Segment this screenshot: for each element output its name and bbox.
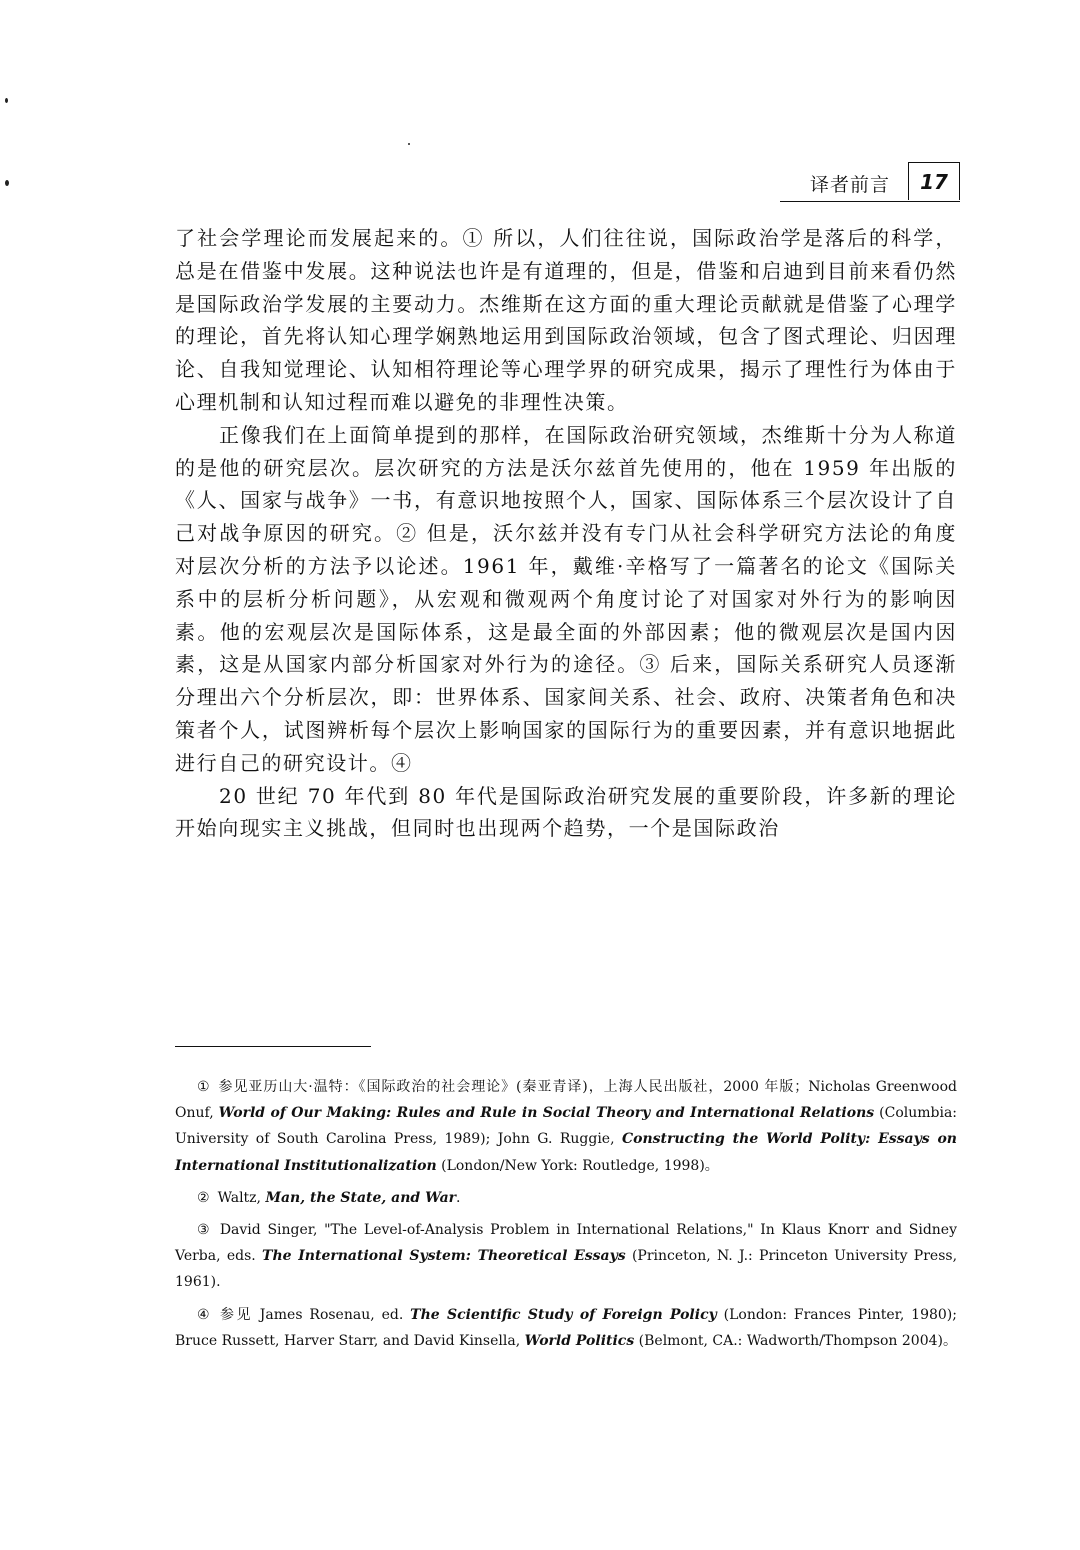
footnote-text: 参见 James Rosenau, ed. [220, 1306, 411, 1323]
footnote-text: . [456, 1189, 461, 1206]
paragraph: 正像我们在上面简单提到的那样，在国际政治研究领域，杰维斯十分为人称道的是他的研究层次。层次研究的方法是沃尔兹首先使用的，他在 1959 年出版的《人、国家与战争》一书，有意识地按照个人，国家、国际体系三个层次设计了自己对战争原因的研究。② 但是，沃尔兹并没有专门从社会科学研究方法论的角度对层次分析的方法予以论述。1961 年，戴维·辛格写了一篇著名的论文《国际关系中的层析分析问题》，从宏观和微观两个角度讨论了对国家对外行为的影响因素。他的宏观层次是国际体系，这是最全面的外部因素；他的微观层次是国内因素，这是从国家内部分析国家对外行为的途径。③ 后来，国际关系研究人员逐渐分理出六个分析层次，即：世界体系、国家间关系、社会、政府、决策者角色和决策者个人，试图辨析每个层次上影响国家的国际行为的重要因素，并有意识地据此进行自己的研究设计。④ [175, 422, 957, 775]
footnotes [175, 1074, 957, 1360]
footnote-text: (London/New York: Routledge, 1998)。 [436, 1157, 719, 1174]
footnote [175, 1074, 957, 1179]
scan-speck [408, 143, 410, 145]
paragraph: 20 世纪 70 年代到 80 年代是国际政治研究发展的重要阶段，许多新的理论开始向现实主义挑战，但同时也出现两个趋势，一个是国际政治 [175, 783, 957, 841]
footnote-title: World Politics [524, 1332, 635, 1349]
footnote-title: Constructing the World Polity: Essays on International Institutionalization [175, 1131, 957, 1174]
footnote-title: The International System: Theoretical Essays [262, 1248, 626, 1265]
section-title: 译者前言 [809, 174, 890, 196]
footnote-text: (London: Frances Pinter, 1980); Bruce Russett, Harver Starr, and David Kinsella, [175, 1306, 957, 1349]
footnote [175, 1217, 957, 1296]
footnote-mark: ④ [197, 1306, 212, 1323]
footnote-mark: ① [197, 1079, 211, 1095]
body-text [175, 222, 957, 845]
footnote-text: (Columbia: University of South Carolina Press, 1989); John G. Ruggie, [175, 1105, 958, 1148]
footnote [175, 1185, 957, 1211]
scan-speck [5, 180, 9, 186]
paragraph: 了社会学理论而发展起来的。① 所以，人们往往说，国际政治学是落后的科学，总是在借鉴中发展。这种说法也许是有道理的，但是，借鉴和启迪到目前来看仍然是国际政治学发展的主要动力。杰维斯在这方面的重大理论贡献就是借鉴了心理学的理论，首先将认知心理学娴熟地运用到国际政治领域，包含了图式理论、归因理论、自我知觉理论、认知相符理论等心理学界的研究成果，揭示了理性行为体由于心理机制和认知过程而难以避免的非理性决策。 [175, 226, 957, 414]
footnote [175, 1302, 957, 1354]
scan-speck [5, 98, 8, 103]
footnote-text: (Princeton, N. J.: Princeton University Press, 1961). [175, 1248, 958, 1291]
footnote-title: The Scientific Study of Foreign Policy [410, 1306, 717, 1323]
footnote-text: David Singer, "The Level-of-Analysis Problem in International Relations," In Klaus Knorr and Sidney Verba, eds. [175, 1222, 957, 1265]
footnote-text: Waltz, [217, 1189, 266, 1206]
footnote-text: 参见亚历山大·温特：《国际政治的社会理论》(秦亚青译)，上海人民出版社，2000 年版；Nicholas Greenwood Onuf, [175, 1079, 957, 1122]
footnote-title: Man, the State, and War [265, 1189, 457, 1206]
footnote-text: (Belmont, CA.: Wadworth/Thompson 2004)。 [634, 1332, 957, 1349]
page-number: 17 [908, 162, 960, 200]
running-header [780, 162, 960, 202]
header-rule [780, 201, 960, 202]
footnote-title: World of Our Making: Rules and Rule in Social Theory and International Relations [218, 1105, 875, 1122]
footnote-mark: ② [197, 1189, 210, 1206]
footnote-mark: ③ [197, 1222, 212, 1239]
footnote-separator [175, 1046, 371, 1047]
